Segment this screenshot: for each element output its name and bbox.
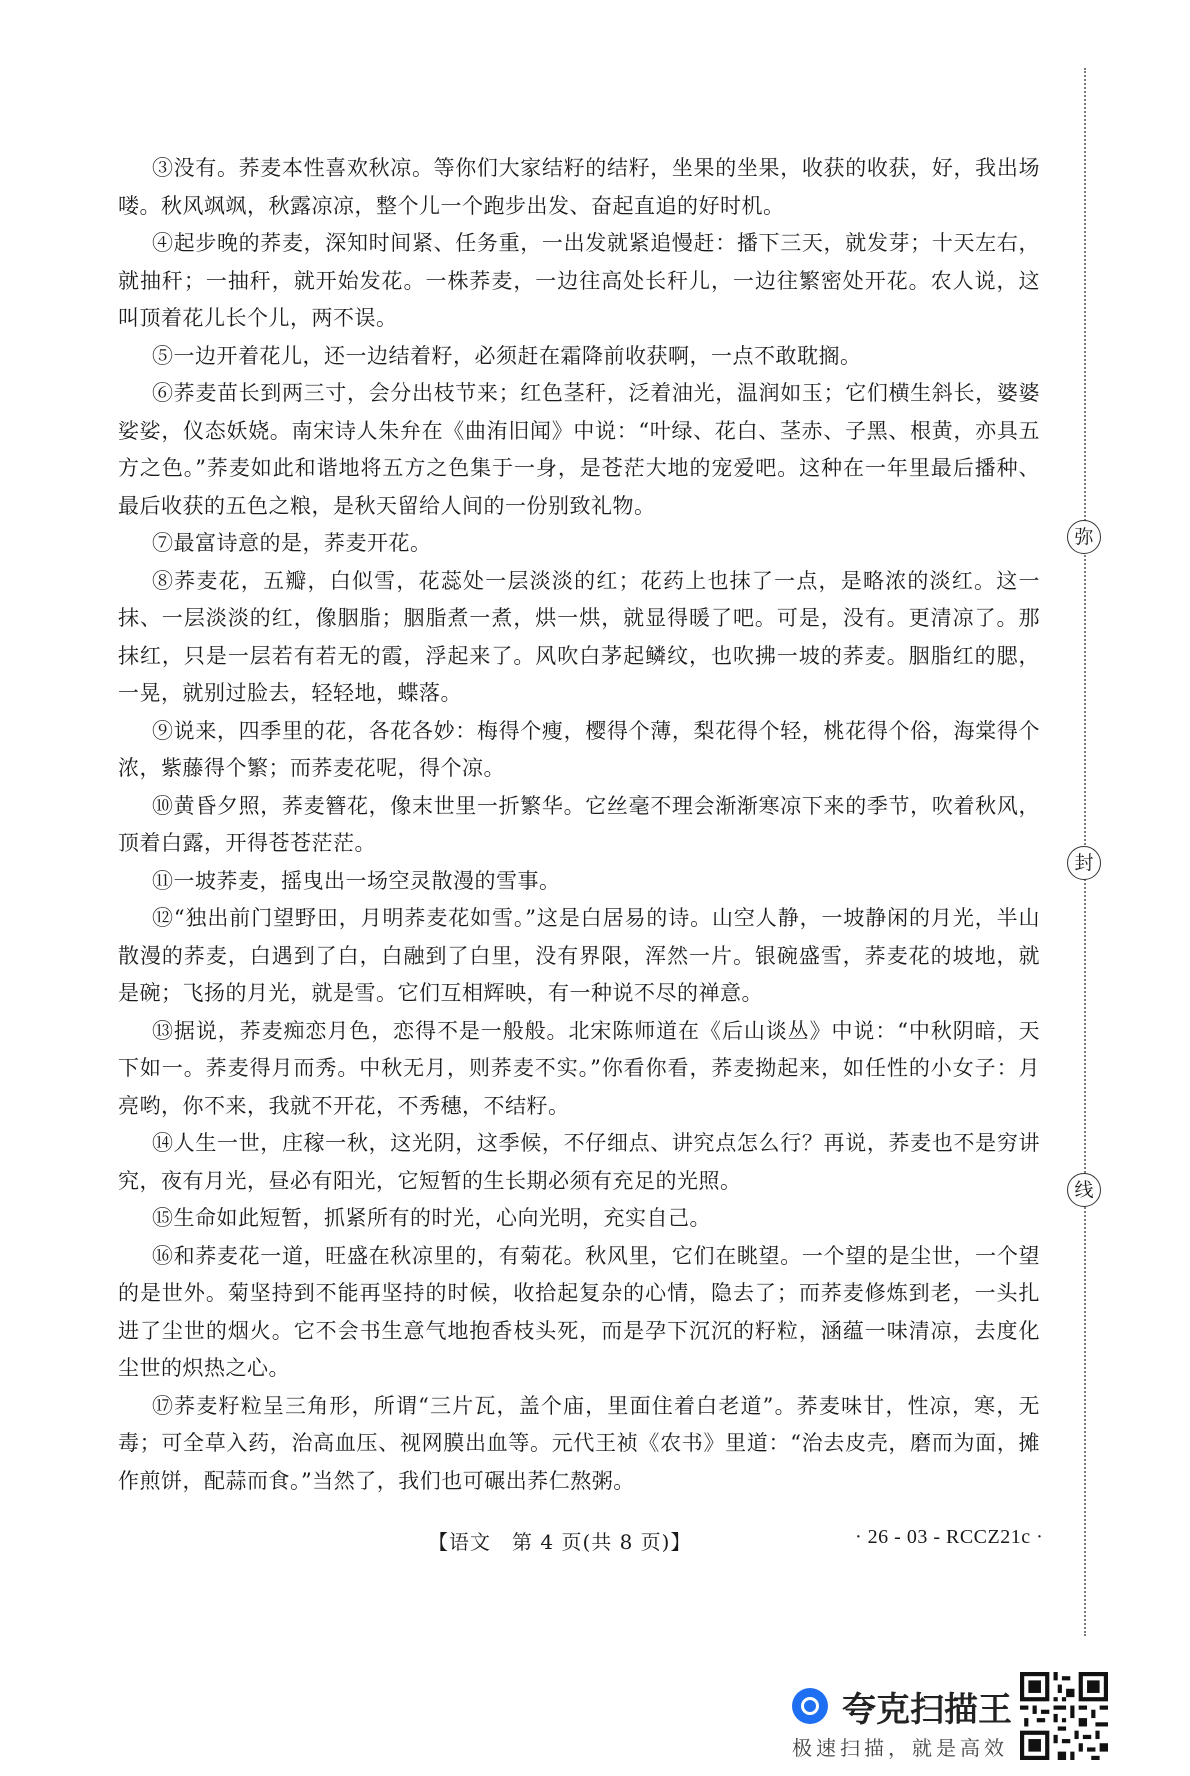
paragraph-4: ④起步晚的荞麦，深知时间紧、任务重，一出发就紧追慢赶：播下三天，就发芽；十天左右，就抽秆；一抽秆，就开始发花。一株荞麦，一边往高处长秆儿，一边往繁密处开花。农人说，这叫顶着花儿长个儿，两不误。 [118,231,1040,330]
article-body [118,150,1040,1500]
paragraph-12: ⑫“独出前门望野田，月明荞麦花如雪。”这是白居易的诗。山空人静，一坡静闲的月光，半山散漫的荞麦，白遇到了白，白融到了白里，没有界限，浑然一片。银碗盛雪，荞麦花的坡地，就是碗；飞扬的月光，就是雪。它们互相辉映，有一种说不尽的禅意。 [118,906,1040,1005]
paragraph-16: ⑯和荞麦花一道，旺盛在秋凉里的，有菊花。秋风里，它们在眺望。一个望的是尘世，一个望的是世外。菊坚持到不能再坚持的时候，收拾起复杂的心情，隐去了；而荞麦修炼到老，一头扎进了尘世的烟火。它不会书生意气地抱香枝头死，而是孕下沉沉的籽粒，涵蕴一味清凉，去度化尘世的炽热之心。 [118,1243,1040,1380]
binding-mark-xian: 线 [1067,1173,1101,1207]
scanner-watermark [792,1682,1012,1760]
scanner-logo-icon [792,1688,828,1724]
paragraph-9: ⑨说来，四季里的花，各花各妙：梅得个瘦，樱得个薄，梨花得个轻，桃花得个俗，海棠得个浓，紫藤得个繁；而荞麦花呢，得个凉。 [118,718,1040,780]
qr-code-icon [1020,1672,1108,1760]
paragraph-14: ⑭人生一世，庄稼一秋，这光阴，这季候，不仔细点、讲究点怎么行？再说，荞麦也不是穷讲究，夜有月光，昼必有阳光，它短暂的生长期必须有充足的光照。 [118,1131,1040,1193]
paragraph-3: ③没有。荞麦本性喜欢秋凉。等你们大家结籽的结籽，坐果的坐果，收获的收获，好，我出场喽。秋风飒飒，秋露凉凉，整个儿一个跑步出发、奋起直追的好时机。 [118,156,1040,218]
paragraph-15: ⑮生命如此短暂，抓紧所有的时光，心向光明，充实自己。 [152,1206,711,1230]
binding-mark-feng: 封 [1067,846,1101,880]
paragraph-7: ⑦最富诗意的是，荞麦开花。 [152,531,432,555]
paragraph-10: ⑩黄昏夕照，荞麦簪花，像末世里一折繁华。它丝毫不理会渐渐寒凉下来的季节，吹着秋风，顶着白露，开得苍苍茫茫。 [118,793,1040,855]
paragraph-8: ⑧荞麦花，五瓣，白似雪，花蕊处一层淡淡的红；花药上也抹了一点，是略浓的淡红。这一抹、一层淡淡的红，像胭脂；胭脂煮一煮，烘一烘，就显得暖了吧。可是，没有。更清凉了。那抹红，只是一层若有若无的霞，浮起来了。风吹白茅起鳞纹，也吹拂一坡的荞麦。胭脂红的腮，一晃，就别过脸去，轻轻地，蝶落。 [118,568,1040,705]
scanner-slogan: 极速扫描，就是高效 [792,1736,1008,1760]
paragraph-5: ⑤一边开着花儿，还一边结着籽，必须赶在霜降前收获啊，一点不敢耽搁。 [152,343,862,368]
paper-code: · 26 - 03 - RCCZ21c · [855,1526,1044,1548]
page-number-label: 【语文 第 4 页(共 8 页)】 [428,1530,692,1554]
paragraph-13: ⑬据说，荞麦痴恋月色，恋得不是一般般。北宋陈师道在《后山谈丛》中说：“中秋阴暗，天下如一。荞麦得月而秀。中秋无月，则荞麦不实。”你看你看，荞麦拗起来，如任性的小女子：月亮哟，你不来，我就不开花，不秀穗，不结籽。 [118,1018,1040,1118]
binding-mark-mi: 弥 [1067,520,1101,554]
paragraph-11: ⑪一坡荞麦，摇曳出一场空灵散漫的雪事。 [152,868,561,893]
scanner-name: 夸克扫描王 [842,1690,1012,1730]
paragraph-6: ⑥荞麦苗长到两三寸，会分出枝节来；红色茎秆，泛着油光，温润如玉；它们横生斜长，婆婆娑娑，仪态妖娆。南宋诗人朱弁在《曲洧旧闻》中说：“叶绿、花白、茎赤、子黑、根黄，亦具五方之色。”荞麦如此和谐地将五方之色集于一身，是苍茫大地的宠爱吧。这种在一年里最后播种、最后收获的五色之粮，是秋天留给人间的一份别致礼物。 [118,381,1040,518]
paragraph-17: ⑰荞麦籽粒呈三角形，所谓“三片瓦，盖个庙，里面住着白老道”。荞麦味甘，性凉，寒，无毒；可全草入药，治高血压、视网膜出血等。元代王祯《农书》里道：“治去皮壳，磨而为面，摊作煎饼，配蒜而食。”当然了，我们也可碾出荞仁熬粥。 [118,1393,1040,1493]
